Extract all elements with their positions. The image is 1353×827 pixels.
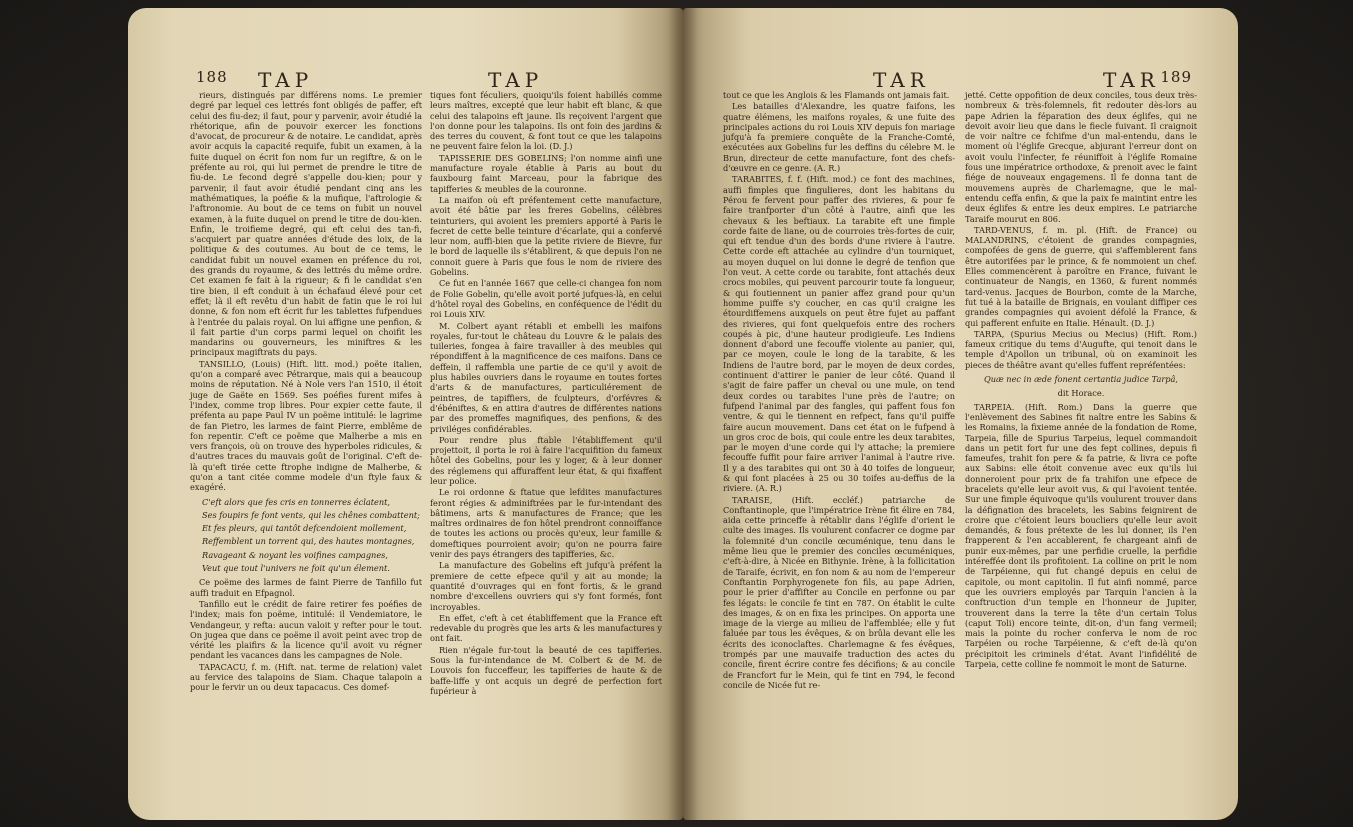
paragraph: TARPA, (Spurius Mecius ou Mecius) (Hift. Rom.) fameux critique du tems d'Augufte, qui tenoit dans le temple d'Apollon un tribunal, où on examinoit les pieces de théâtre avant qu'elles fuffent repréfentées: [965,328,1197,370]
verse-line: Reffemblent un torrent qui, des hautes montagnes, [202,536,415,547]
verse-line: Veut que tout l'univers ne foit qu'un élement. [202,563,390,574]
attribution: dit Horace. [1057,388,1105,399]
paragraph: TANSILLO, (Louis) (Hift. litt. mod.) poëte italien, qu'on a comparé avec Pétrarque, mais qui a beaucoup moins de réputation. Né à Nole vers l'an 1510, il étoit juge de Gaëte en 1569. Ses poéfies furent mifes à l'index, comme trop libres. Pour expier cette faute, il préfenta au pape Paul IV un poëme intitulé: le lagrime de fan Pietro, les larmes de faint Pierre, emblême de fon repentir. C'eft ce poëme que Malherbe a mis en vers françois, où on trouve des hyperboles ridicules, & d'autres traces du mauvais goût de l'original. C'eft de-là qu'eft tirée cette ftrophe indigne de Malherbe, & qu'on a tant citée comme modele d'un ftyle faux & exagéré. [190,358,422,493]
right-page [683,8,1238,820]
paragraph: Ce fut en l'année 1667 que celle-ci changea fon nom de Folie Gobelin, qu'elle avoit porté jufques-là, en celui d'hôtel royal des Gobelins, en conféquence de l'édit du roi Louis XIV. [430,278,662,320]
paragraph: TARAISE, (Hift. eccléf.) patriarche de Conftantinople, que l'impératrice Irène fit élire en 784, aida cette princeffe à rétablir dans l'églife d'orient le culte des images. Ils voulurent confacrer ce dogme par la folemnité d'un concile œcuménique, tenu dans le même lieu que le premier des conciles œcuméniques, c'eft-à-dire, à Nicée en Bithynie. Irène, à la follicitation de Taraife, écrivit, en fon nom & au nom de l'empereur Conftantin Porphyrogenete fon fils, au pape Adrien, pour le prier d'affifter au Concile en perfonne ou par fes légats: le concile fe tint en 787. On établit le culte des images, & on en fixa les principes. On apporta une image de la vierge au milieu de l'affemblée; elle y fut faluée par tous les évêques, & on brûla devant elle les écrits des iconoclaftes. Charlemagne & fes évêques, trompés par une mauvaife traduction des actes du concile, firent écrire contre fes décifions; & au concile de Francfort fur le Mein, qui fe tint en 794, le fecond concile de Nicée fut re- [723,494,955,690]
running-head-word: TAR [1103,68,1160,92]
paragraph: Le roi ordonne & ftatue que lefdites manufactures feront régies & adminiftrées par le fur-intendant des bâtimens, arts & manufactures de France; que les maîtres ordinaires de fon hôtel prendront connoiffance de toutes les actions ou procès qu'eux, leur famille & domeftiques pourroient avoir; qu'on ne pourra faire venir des pays étrangers des tapifferies, &c. [430,487,662,560]
paragraph: Les batailles d'Alexandre, les quatre faifons, les quatre élémens, les maifons royales, & une fuite des principales actions du roi Louis XIV depuis fon mariage jufqu'à fa premiere conquête de la Franche-Comté, exécutées aux Gobelins fur les deffins du célebre M. le Brun, directeur de cette manufacture, font des chefs-d'œuvre en ce genre. (A. R.) [723,101,955,174]
paragraph: Rien n'égale fur-tout la beauté de ces tapifferies. Sous la fur-intendance de M. Colbert & de M. de Louvois fon fucceffeur, les tapifferies de haute & de baffe-liffe y ont acquis un degré de perfection fort fupérieur à [430,644,662,696]
paragraph: En effet, c'eft à cet établiffement que la France eft redevable du progrès que les arts & les manufactures y ont fait. [430,612,662,644]
paragraph: Pour rendre plus ftable l'établiffement qu'il projettoit, il porta le roi à faire l'acquifition du fameux hôtel des Gobelins, pour les y loger, & à leur donner des réglemens qui affuraffent leur état, & qui fixaffent leur police. [430,434,662,486]
left-page [128,8,683,820]
text-column [723,90,955,691]
paragraph: TARD-VENUS, f. m. pl. (Hift. de France) ou MALANDRINS, c'étoient de grandes compagnies, compofées de gens de guerre, qui s'affemblerent fans être autorifées par le prince, & fe nommoient un chef. Elles commencèrent à paroître en France, fuivant le continuateur de Nangis, en 1360, & furent nommés tard-venus. Jacques de Bourbon, comte de la Marche, fut tué à la bataille de Brignais, en voulant diffiper ces grandes compagnies qui avoient défolé la France, & qui pafferent enfuite en Italie. Hénault. (D. J.) [965,224,1197,328]
paragraph: Tanfillo eut le crédit de faire retirer fes poéfies de l'index; mais fon poëme, intitulé: il Vendemiatore, le Vendangeur, y refta: aucun valoit y refter pour le tout. On jugea que dans ce poëme il avoit peint avec trop de vérité les plaifirs & la licence qu'il avoit vu régner pendant les vacances dans les campagnes de Nole. [190,598,422,661]
paragraph: jetté. Cette oppofition de deux conciles, tous deux très-nombreux & très-folemnels, fit redouter dès-lors au pape Adrien la féparation des deux églifes, qui ne devoit avoir lieu que dans le fiecle fuivant. Il craignoit de voir naître ce fchifme d'un mal-entendu, dans le moment où l'églife Grecque, abjurant l'erreur dont on avoit voulu l'infecter, fe réuniffoit à l'églife Romaine fous une impératrice orthodoxe, & prenoit avec le faint fiége de nouveaux engagemens. Il fe donna tant de mouvemens auprès de Charlemagne, que le mal-entendu ceffa enfin, & que la paix fe maintint entre les deux églifes & entre les deux empires. Le patriarche Taraife mourut en 806. [965,90,1197,224]
paragraph: TARABITES, f. f. (Hift. mod.) ce font des machines, auffi fimples que fingulieres, dont les habitans du Pérou fe fervent pour paffer des rivieres, & pour fe faire tranfporter d'un côté à l'autre, ainfi que les chevaux & les beftiaux. La tarabite eft une fimple corde faite de liane, ou de courroies très-fortes de cuir, qui eft tendue d'un des bords d'une riviere à l'autre. Cette corde eft attachée au cylindre d'un tourniquet, au moyen duquel on lui donne le degré de tenfion que l'on veut. A cette corde ou tarabite, font attachés deux crocs mobiles, qui peuvent parcourir toute fa longueur, & qui foutiennent un panier affez grand pour qu'un homme puiffe s'y coucher, en cas qu'il craigne les étourdiffemens auxquels on peut être fujet au paffant des rivieres, qui font quelquefois entre des rochers coupés à pic, d'une hauteur prodigieufe. Les Indiens donnent d'abord une fecouffe violente au panier, qui, par ce moyen, coule le long de la tarabite, & les Indiens de l'autre bord, par le moyen de deux cordes, continuent d'attirer le panier de leur côté. Quand il s'agit de faire paffer un cheval ou une mule, on tend deux cordes ou tarabites l'une près de l'autre; on fufpend l'animal par des fangles, qui paffent fous fon ventre, & qui le tiennent en refpect, fans qu'il puiffe faire aucun mouvement. Dans cet état on le fufpend à un gros croc de bois, qui coule entre les deux tarabites, par le moyen d'une corde qui l'y attache; la premiere fecouffe fuffit pour faire arriver l'animal à l'autre rive. Il y a des tarabites qui ont 30 à 40 toifes de longueur, & qui font placées à 25 ou 30 toifes au-deffus de la riviere. (A. R.) [723,174,955,494]
page-number: 188 [196,68,228,86]
verse-line: C'eft alors que fes cris en tonnerres éclatent, [202,496,391,507]
running-head-word: TAR [873,68,930,92]
text-column [965,90,1197,670]
open-book [128,8,1238,820]
paragraph: tout ce que les Anglois & les Flamands ont jamais fait. [723,90,950,100]
book-gutter [668,8,698,820]
text-column [430,90,662,697]
paragraph: TAPISSERIE DES GOBELINS; l'on nomme ainfi une manufacture royale établie à Paris au bout du fauxbourg faint Marceau, pour la fabrique des tapifferies & meubles de la couronne. [430,152,662,194]
paragraph: La maifon où eft préfentement cette manufacture, avoit été bâtie par les freres Gobelins, célèbres teinturiers, qui avoient les premiers apporté à Paris le fecret de cette belle teinture d'écarlate, qui a confervé leur nom, auffi-bien que la petite riviere de Bievre, fur le bord de laquelle ils s'établirent, & que depuis l'on ne connoit guere à Paris que fous le nom de riviere des Gobelins. [430,194,662,278]
paragraph: TARPEIA. (Hift. Rom.) Dans la guerre que l'enlèvement des Sabines fit naître entre les Sabins & les Romains, la fixieme année de la fondation de Rome, Tarpeia, fille de Spurius Tarpeius, lequel commandoit dans un petit fort fur une des fept collines, depuis fi fameufes, trahit fon pere & fa patrie, & livra ce pofte aux Sabins: elle étoit convenue avec eux qu'ils lui donneroient pour prix de fa trahifon une efpece de bracelets qu'elle leur avoit vus, & qui l'avoient tentée. Sur une fimple équivoque qu'ils voulurent trouver dans la défignation des bracelets, les Sabins feignirent de croire que c'étoient leurs boucliers qu'elle leur avoit demandés, & fous prétexte de les lui donner, ils l'en frapperent & l'en accablerent, fe chargeant ainfi de punir eux-mêmes, par une perfidie cruelle, la perfidie intéreffée dont ils profitoient. La colline on prit le nom de Tarpéienne, qui fut changé depuis en celui de capitole, ou mont capitolin. Il fut ainfi nommé, parce que les ouvriers employés par Tarquin l'ancien à la conftruction d'un temple en l'honneur de Jupiter, trouverent dans la terre la tête d'un certain Tolus (caput Toli) encore teinte, dit-on, d'un fang vermeil; mais la pointe du rocher conferva le nom de roc Tarpéien ou roche Tarpéienne, & c'eft de-là qu'on précipitoit les criminels d'état. Avant l'infidélité de Tarpeia, cette colline fe nommoit le mont de Saturne. [965,401,1197,670]
verse-line: Ses foupirs fe font vents, qui les chênes combattent; [202,509,420,520]
verse-line: Ravageant & noyant les voifines campagnes, [202,549,388,560]
paragraph: rieurs, distingués par différens noms. Le premier degré par lequel ces lettrés font obligés de paffer, eft celui des fiu-dez; il faut, pour y parvenir, avoir étudié la rhétorique, afin de pouvoir exercer les fonctions d'avocat, de procureur & de notaire. Le candidat, après avoir acquis la capacité requife, fubit un examen, à la fuite duquel on écrit fon nom fur un regiftre, & on le préfente au roi, qui lui permet de prendre le titre de fiu-de. Le fecond degré s'appelle dou-kien; pour y parvenir, il faut avoir étudié pendant cinq ans les mathématiques, la poéfie & la mufique, l'aftrologie & l'aftronomie. Au bout de ce tems on fubit un nouvel examen, à la fuite duquel on prend le titre de dou-kien. Enfin, le troifieme degré, qui eft celui des tan-fi, s'acquiert par quatre années d'étude des loix, de la politique & des coutumes. Au bout de ce tems, le candidat fubit un nouvel examen en préfence du roi, des grands du royaume, & des lettrés du même ordre. Cet examen fe fait à la rigueur; & fi le candidat s'en tire bien, il eft conduit à un échafaud élevé pour cet effet; là il eft revêtu d'un habit de fatin que le roi lui donne, & fon nom eft écrit fur les tablettes fufpendues à l'entrée du palais royal. On lui affigne une penfion, & il fait partie d'un corps parmi lequel on choifit les mandarins ou gouverneurs, les miniftres & les principaux magiftrats du pays. [190,90,422,358]
paragraph: TAPACACU, f. m. (Hift. nat. terme de relation) valet au fervice des talapoins de Siam. Chaque talapoin a pour le fervir un ou deux tapacacus. Ces domef- [190,661,422,693]
paragraph: M. Colbert ayant rétabli et embelli les maifons royales, fur-tout le château du Louvre & le palais des tuileries, fongea à faire travailler à des meubles qui répondiffent à la magnificence de ces maifons. Dans ce deffein, il raffembla une partie de ce qu'il y avoit de plus habiles ouvriers dans le royaume en toutes fortes d'arts & de manufactures, particuliérement de peintres, de tapiffiers, de fculpteurs, d'orfévres & d'ébéniftes, & en attira d'autres de différentes nations par des promeffes magnifiques, des penfions, & des priviléges confidérables. [430,320,662,434]
latin-quotation: Quæ nec in æde fonent certantia judice Tarpâ, [984,374,1178,385]
verse-line: Et fes pleurs, qui tantôt defcendoient mollement, [202,523,407,534]
page-number: 189 [1160,68,1192,86]
paragraph: tiques font féculiers, quoiqu'ils foient habillés comme leurs maîtres, excepté que leur habit eft blanc, & que celui des talapoins eft jaune. Ils reçoivent l'argent que l'on donne pour les talapoins. Ils ont foin des jardins & des terres du couvent, & font tout ce que les talapoins ne peuvent faire felon la loi. (D. J.) [430,90,662,152]
running-head-word: TAP [258,68,314,92]
paragraph: Ce poëme des larmes de faint Pierre de Tanfillo fut auffi traduit en Efpagnol. [190,577,422,598]
paragraph: La manufacture des Gobelins eft jufqu'à préfent la premiere de cette efpece qu'il y ait au monde; la quantité d'ouvrages qui en font fortis, & le grand nombre d'excellens ouvriers qui s'y font formés, font incroyables. [430,560,662,612]
text-column [190,90,422,694]
running-head-word: TAP [488,68,544,92]
